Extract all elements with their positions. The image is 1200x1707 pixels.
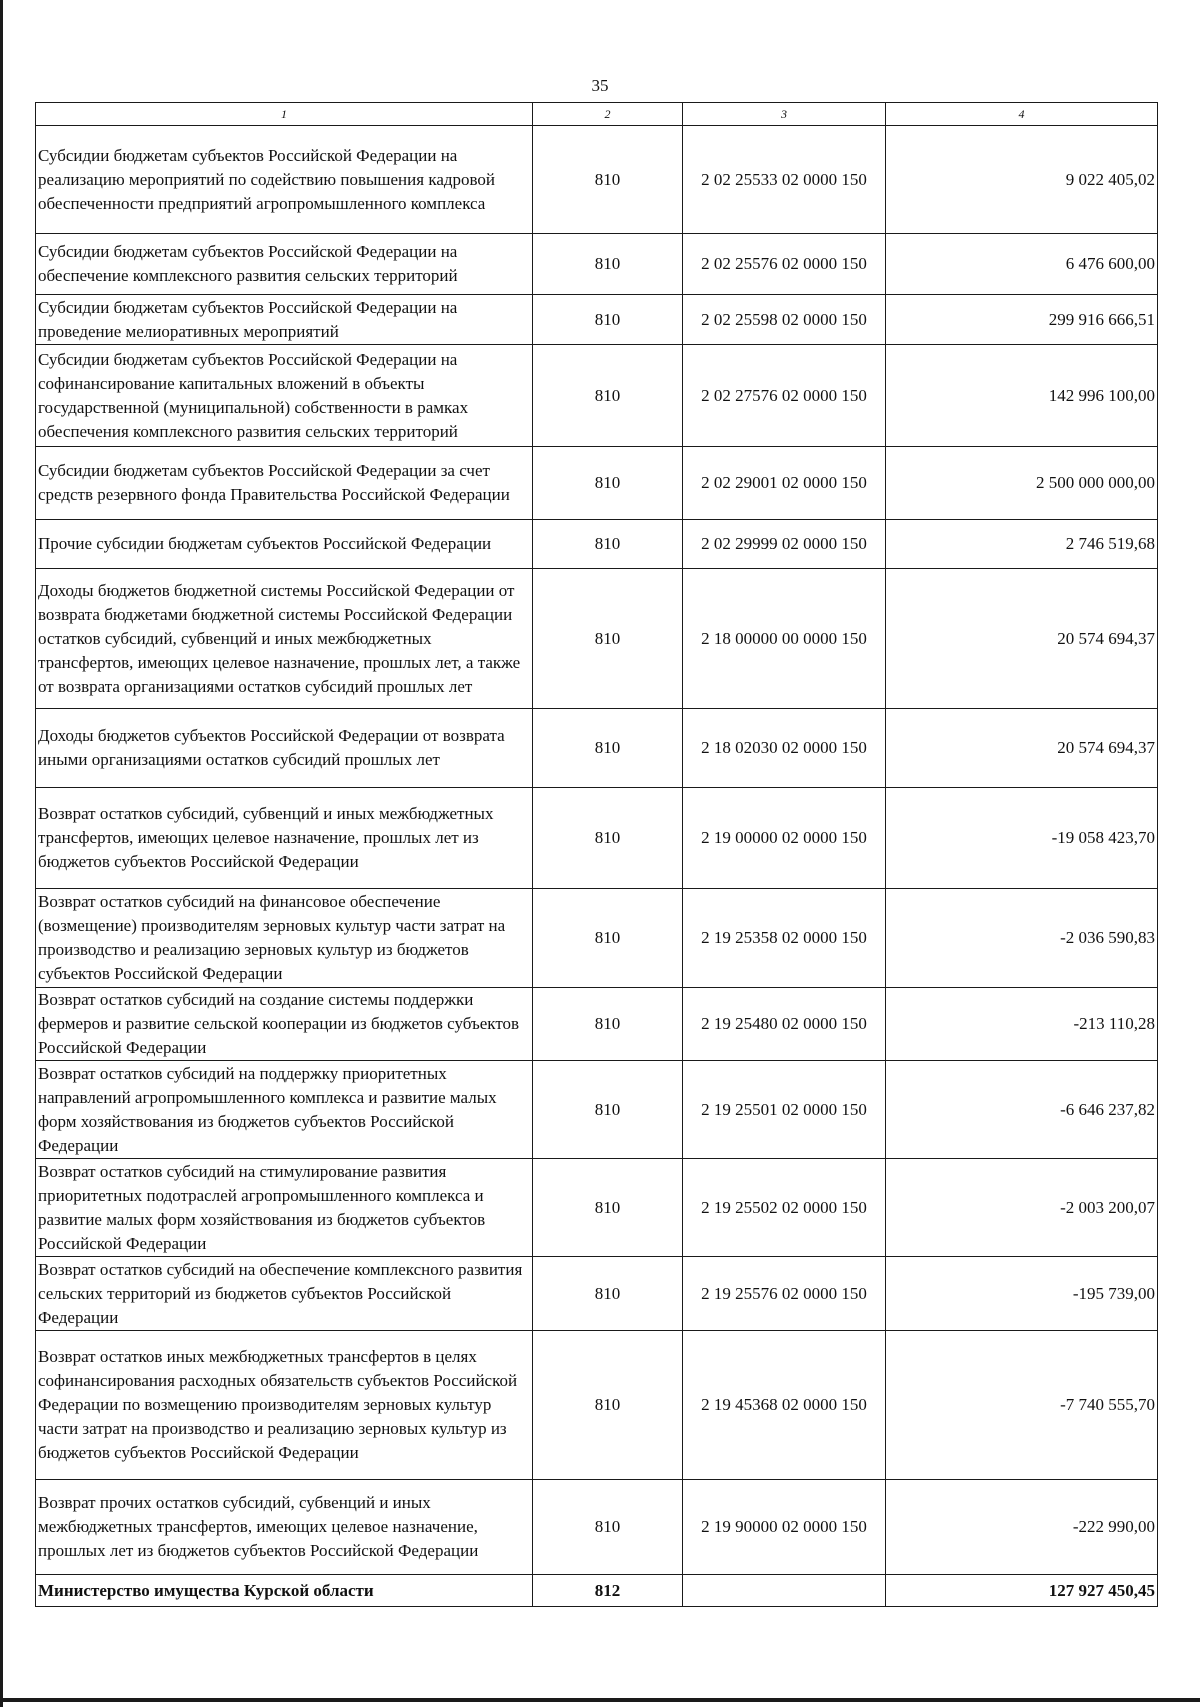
table-row: [36, 1257, 1158, 1331]
row-admin-code: 810: [533, 1331, 683, 1480]
row-admin-code: 810: [533, 709, 683, 788]
row-budget-code: 2 18 02030 02 0000 150: [683, 709, 886, 788]
row-amount: 2 500 000 000,00: [886, 447, 1158, 520]
row-budget-code: 2 02 29999 02 0000 150: [683, 520, 886, 569]
row-description: Возврат остатков субсидий на поддержку приоритетных направлений агропромышленного комплекса и развитие малых форм хозяйствования из бюджетов субъектов Российской Федерации: [36, 1061, 533, 1159]
page-number: 35: [591, 76, 609, 95]
row-amount: -2 036 590,83: [886, 889, 1158, 988]
row-budget-code: 2 02 25598 02 0000 150: [683, 295, 886, 345]
row-amount: -6 646 237,82: [886, 1061, 1158, 1159]
table-row: [36, 234, 1158, 295]
column-number-row: [36, 103, 1158, 126]
table-row: [36, 709, 1158, 788]
table-row: [36, 788, 1158, 889]
row-amount: -7 740 555,70: [886, 1331, 1158, 1480]
row-budget-code: 2 02 29001 02 0000 150: [683, 447, 886, 520]
column-number-2: 2: [533, 103, 683, 126]
row-amount: 20 574 694,37: [886, 709, 1158, 788]
row-admin-code: 810: [533, 295, 683, 345]
table-row: [36, 1331, 1158, 1480]
row-description: Субсидии бюджетам субъектов Российской Федерации за счет средств резервного фонда Правительства Российской Федерации: [36, 447, 533, 520]
total-row: [36, 1575, 1158, 1607]
total-amount: 127 927 450,45: [886, 1575, 1158, 1607]
table-row: [36, 988, 1158, 1061]
row-budget-code: 2 02 27576 02 0000 150: [683, 345, 886, 447]
row-amount: 299 916 666,51: [886, 295, 1158, 345]
row-admin-code: 810: [533, 889, 683, 988]
column-number-4: 4: [886, 103, 1158, 126]
row-admin-code: 810: [533, 1480, 683, 1575]
row-budget-code: 2 02 25576 02 0000 150: [683, 234, 886, 295]
table-row: [36, 569, 1158, 709]
row-amount: -2 003 200,07: [886, 1159, 1158, 1257]
row-budget-code: 2 19 45368 02 0000 150: [683, 1331, 886, 1480]
column-number-1: 1: [36, 103, 533, 126]
row-description: Доходы бюджетов субъектов Российской Федерации от возврата иными организациями остатков субсидий прошлых лет: [36, 709, 533, 788]
row-admin-code: 810: [533, 126, 683, 234]
row-amount: 142 996 100,00: [886, 345, 1158, 447]
total-description: Министерство имущества Курской области: [36, 1575, 533, 1607]
budget-revenue-table: [35, 102, 1158, 1607]
row-description: Возврат остатков субсидий, субвенций и иных межбюджетных трансфертов, имеющих целевое назначение, прошлых лет из бюджетов субъектов Российской Федерации: [36, 788, 533, 889]
row-description: Субсидии бюджетам субъектов Российской Федерации на софинансирование капитальных вложений в объекты государственной (муниципальной) собственности в рамках обеспечения комплексного развития сельских территорий: [36, 345, 533, 447]
total-budget-code: [683, 1575, 886, 1607]
table-row: [36, 126, 1158, 234]
row-budget-code: 2 19 90000 02 0000 150: [683, 1480, 886, 1575]
table-row: [36, 1061, 1158, 1159]
row-admin-code: 810: [533, 345, 683, 447]
row-admin-code: 810: [533, 988, 683, 1061]
row-budget-code: 2 19 00000 02 0000 150: [683, 788, 886, 889]
row-admin-code: 810: [533, 1061, 683, 1159]
row-description: Субсидии бюджетам субъектов Российской Федерации на проведение мелиоративных мероприятий: [36, 295, 533, 345]
table-row: [36, 1480, 1158, 1575]
row-admin-code: 810: [533, 520, 683, 569]
row-budget-code: 2 19 25480 02 0000 150: [683, 988, 886, 1061]
total-admin-code: 812: [533, 1575, 683, 1607]
row-budget-code: 2 18 00000 00 0000 150: [683, 569, 886, 709]
row-budget-code: 2 02 25533 02 0000 150: [683, 126, 886, 234]
table-row: [36, 345, 1158, 447]
row-budget-code: 2 19 25358 02 0000 150: [683, 889, 886, 988]
row-amount: -213 110,28: [886, 988, 1158, 1061]
row-admin-code: 810: [533, 1159, 683, 1257]
row-description: Возврат остатков иных межбюджетных трансфертов в целях софинансирования расходных обязательств субъектов Российской Федерации по возмещению производителям зерновых культур части затрат на производство и реализацию зерновых культур из бюджетов субъектов Российской Федерации: [36, 1331, 533, 1480]
row-description: Субсидии бюджетам субъектов Российской Федерации на реализацию мероприятий по содействию повышения кадровой обеспеченности предприятий агропромышленного комплекса: [36, 126, 533, 234]
table-row: [36, 295, 1158, 345]
column-number-3: 3: [683, 103, 886, 126]
row-admin-code: 810: [533, 234, 683, 295]
table-row: [36, 447, 1158, 520]
row-amount: 2 746 519,68: [886, 520, 1158, 569]
row-description: Субсидии бюджетам субъектов Российской Федерации на обеспечение комплексного развития сельских территорий: [36, 234, 533, 295]
row-description: Возврат прочих остатков субсидий, субвенций и иных межбюджетных трансфертов, имеющих целевое назначение, прошлых лет из бюджетов субъектов Российской Федерации: [36, 1480, 533, 1575]
row-description: Возврат остатков субсидий на стимулирование развития приоритетных подотраслей агропромышленного комплекса и развитие малых форм хозяйствования из бюджетов субъектов Российской Федерации: [36, 1159, 533, 1257]
row-description: Возврат остатков субсидий на обеспечение комплексного развития сельских территорий из бюджетов субъектов Российской Федерации: [36, 1257, 533, 1331]
row-description: Прочие субсидии бюджетам субъектов Российской Федерации: [36, 520, 533, 569]
row-admin-code: 810: [533, 788, 683, 889]
table-row: [36, 520, 1158, 569]
scan-bottom-edge: [0, 1698, 1200, 1702]
table-row: [36, 889, 1158, 988]
row-description: Доходы бюджетов бюджетной системы Российской Федерации от возврата бюджетами бюджетной системы Российской Федерации остатков субсидий, субвенций и иных межбюджетных трансфертов, имеющих целевое назначение, прошлых лет, а также от возврата организациями остатков субсидий прошлых лет: [36, 569, 533, 709]
row-budget-code: 2 19 25501 02 0000 150: [683, 1061, 886, 1159]
scan-left-edge: [0, 0, 3, 1707]
row-amount: -222 990,00: [886, 1480, 1158, 1575]
row-budget-code: 2 19 25576 02 0000 150: [683, 1257, 886, 1331]
row-description: Возврат остатков субсидий на создание системы поддержки фермеров и развитие сельской кооперации из бюджетов субъектов Российской Федерации: [36, 988, 533, 1061]
row-admin-code: 810: [533, 447, 683, 520]
row-amount: -195 739,00: [886, 1257, 1158, 1331]
row-admin-code: 810: [533, 569, 683, 709]
row-amount: -19 058 423,70: [886, 788, 1158, 889]
row-amount: 6 476 600,00: [886, 234, 1158, 295]
table-row: [36, 1159, 1158, 1257]
row-description: Возврат остатков субсидий на финансовое обеспечение (возмещение) производителям зерновых культур части затрат на производство и реализацию зерновых культур из бюджетов субъектов Российской Федерации: [36, 889, 533, 988]
row-amount: 20 574 694,37: [886, 569, 1158, 709]
row-admin-code: 810: [533, 1257, 683, 1331]
row-amount: 9 022 405,02: [886, 126, 1158, 234]
row-budget-code: 2 19 25502 02 0000 150: [683, 1159, 886, 1257]
